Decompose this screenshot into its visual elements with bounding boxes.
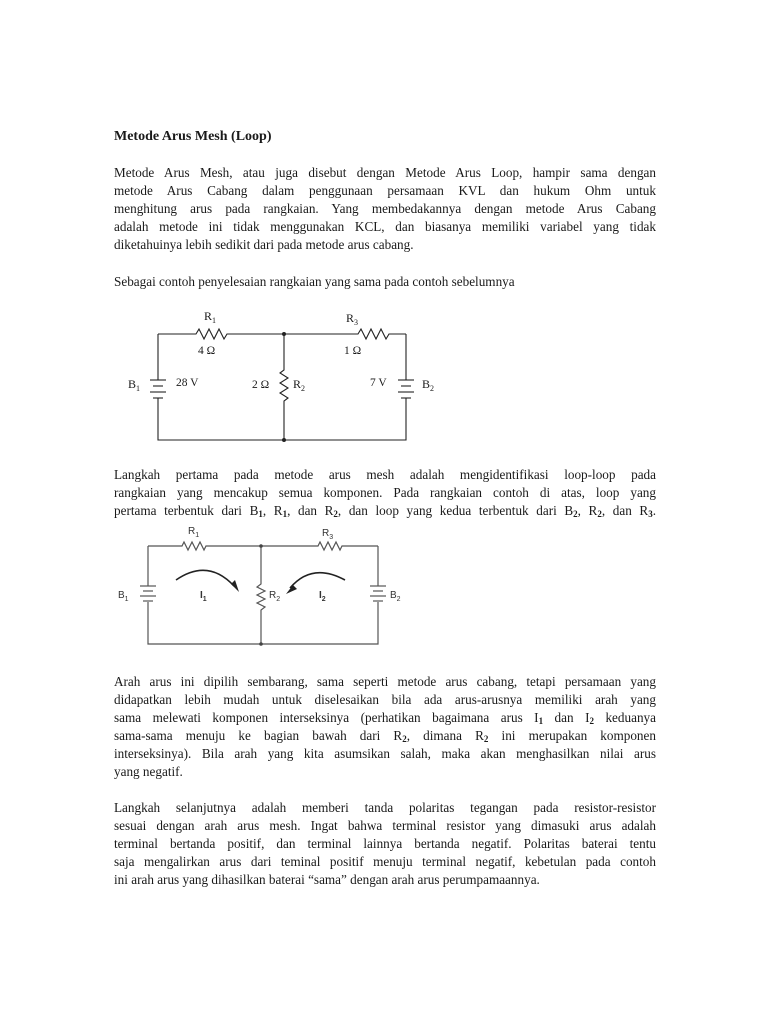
mesh-arrow-i2 [290,573,345,588]
r3-label: $R_3$ [346,311,359,327]
text-line: sesuai dengan arah arus mesh. Ingat bahwa terminal resistor yang dimasuki arus adalah [114,818,656,833]
text-line: adalah metode ini tidak menggunakan KCL, dan biasanya memiliki variabel yang tidak [114,219,656,234]
text-line: sama-sama menuju ke bagian bawah dari $R_2$, dimana $R_2$ ini merupakan komponen [114,728,656,744]
junction-bottom [259,642,263,646]
text-line: Langkah selanjutnya adalah memberi tanda polaritas tegangan pada resistor-resistor [114,800,656,815]
r2-label: $R_2$ [293,377,306,393]
circuit-schematic-1 [128,306,470,446]
circuit-diagram-values [128,306,470,446]
junction-bottom [282,438,286,442]
text-line: pertama terbentuk dari $B_1$, $R_1$, dan $R_2$, dan loop yang kedua terbentuk dari $B_2$, $R_2$, dan $R_3$. [114,503,656,519]
text-line: Arah arus ini dipilih sembarang, sama seperti metode arus cabang, tetapi persamaan yang [114,674,656,689]
paragraph-direction [114,673,656,781]
paragraph-example [114,273,656,291]
text-line: metode Arus Cabang dalam penggunaan persamaan KVL dan hukum Ohm untuk [114,183,656,198]
b1-value: 28 V [176,377,199,389]
text-line: menghitung arus pada rangkaian. Yang membedakannya dengan metode Arus Cabang [114,201,656,216]
paragraph-step1 [114,466,656,520]
i2-label: $I_2$ [319,590,326,603]
text-line: Sebagai contoh penyelesaian rangkaian yang sama pada contoh sebelumnya [114,274,515,289]
circuit-schematic-2 [112,522,412,650]
text-line: Metode Arus Mesh, atau juga disebut dengan Metode Arus Loop, hampir sama dengan [114,165,656,180]
text-line: rangkaian yang mencakup semua komponen. Pada rangkaian contoh di atas, loop yang [114,485,656,500]
paragraph-intro [114,164,656,254]
r2-value: 2 Ω [252,379,270,391]
junction-top [282,332,286,336]
text-line: ini arah arus yang dihasilkan baterai “sama” dengan arah arus perumpamaannya. [114,872,540,887]
r2-label: $R_2$ [269,590,281,603]
text-line: terminal bertanda positif, dan terminal lainnya bertanda negatif. Polaritas baterai tentu [114,836,656,851]
middle-wire [257,546,265,644]
text-line: interseksinya). Bila arah yang kita asumsikan salah, maka akan menghasilkan nilai arus [114,746,656,761]
paragraph-polarity [114,799,656,889]
junction-top [259,544,263,548]
text-line: saja mengalirkan arus dari teminal positif menuju terminal negatif, kebetulan pada contoh [114,854,656,869]
section-heading: Metode Arus Mesh (Loop) [114,129,272,144]
b2-value: 7 V [370,377,387,389]
r1-label: $R_1$ [204,309,217,325]
text-line: Langkah pertama pada metode arus mesh adalah mengidentifikasi loop-loop pada [114,467,656,482]
i1-label: $I_1$ [200,590,207,603]
b1-label: $B_1$ [118,590,129,603]
text-line: sama melewati komponen interseksinya (perhatikan bagaimana arus $I_1$ dan $I_2$ keduanya [114,710,656,726]
text-line: didapatkan lebih mudah untuk diselesaikan bila ada arus-arusnya memiliki arah yang [114,692,656,707]
outer-wire [148,546,378,644]
r1-label: $R_1$ [188,526,200,539]
arrow-head-i1 [231,580,239,592]
r1-value: 4 Ω [198,345,216,357]
b1-label: $B_1$ [128,377,141,393]
b2-label: $B_2$ [390,590,401,603]
mesh-arrow-i1 [176,570,234,586]
middle-wire [280,334,288,440]
b2-label: $B_2$ [422,377,435,393]
r3-label: $R_3$ [322,528,334,541]
text-line: diketahuinya lebih sedikit dari pada metode arus cabang. [114,237,414,252]
text-line: yang negatif. [114,764,183,779]
r3-value: 1 Ω [344,345,362,357]
top-wire [148,542,378,550]
circuit-diagram-mesh [112,522,412,650]
